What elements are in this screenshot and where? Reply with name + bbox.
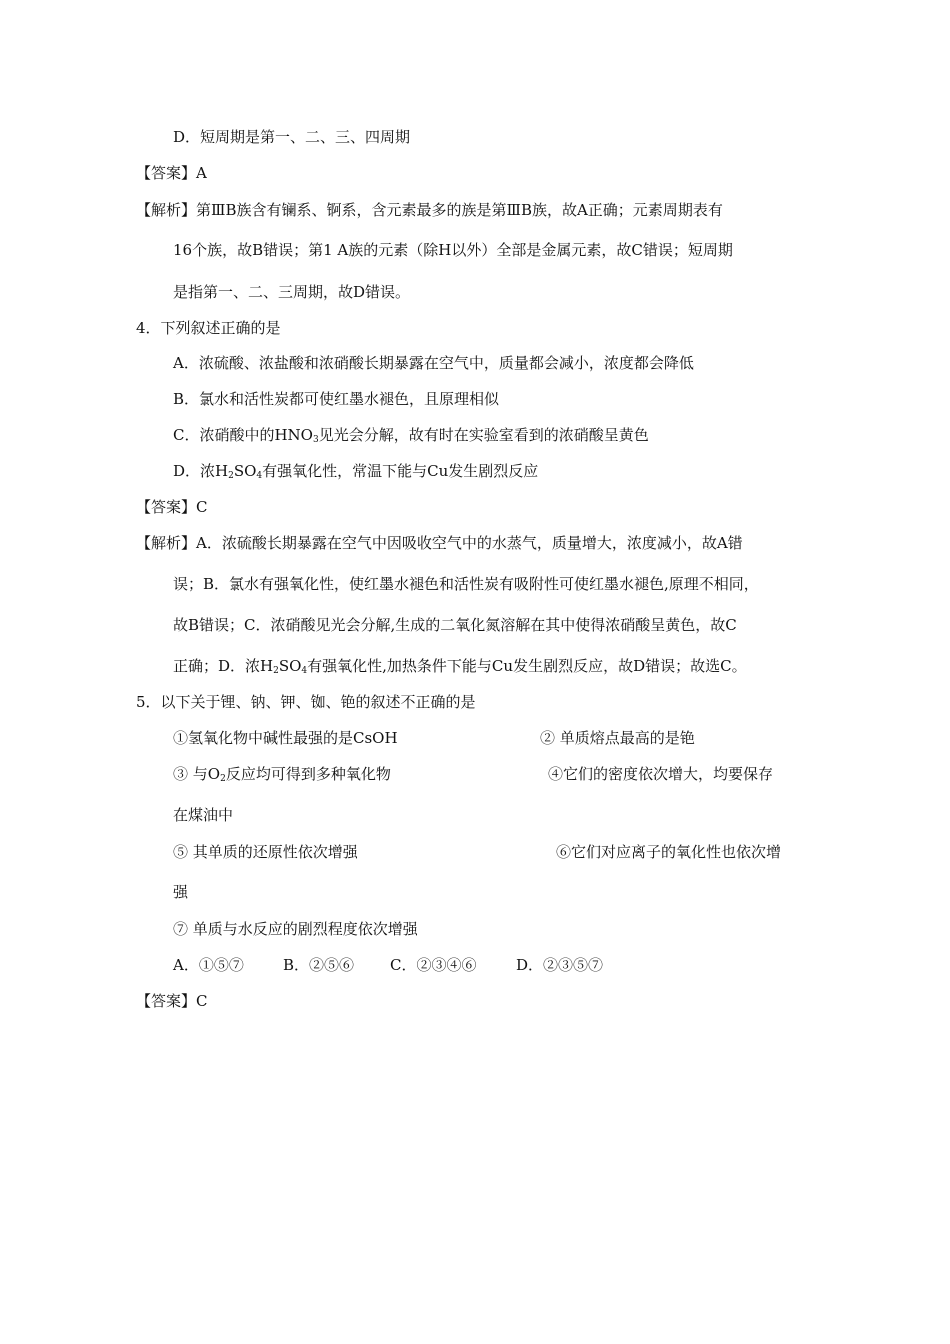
q4-analysis-line-2: 误；B．氯水有强氧化性，使红墨水褪色和活性炭有吸附性可使红墨水褪色,原理不相同， bbox=[173, 575, 759, 593]
q5-item-7: ⑦ 单质与水反应的剧烈程度依次增强 bbox=[173, 920, 418, 938]
q4-option-b: B．氯水和活性炭都可使红墨水褪色，且原理相似 bbox=[173, 390, 500, 408]
q5-choice-d: D．②③⑤⑦ bbox=[516, 956, 604, 974]
q4-answer: 【答案】C bbox=[136, 498, 208, 516]
q4-analysis-line-3: 故B错误；C．浓硝酸见光会分解,生成的二氧化氮溶解在其中使得浓硝酸呈黄色，故C bbox=[173, 616, 737, 634]
q5-item-2: ② 单质熔点最高的是铯 bbox=[540, 729, 695, 747]
q5-answer: 【答案】C bbox=[136, 992, 208, 1010]
q3-analysis-line-1: 【解析】第ⅢB族含有镧系、锕系，含元素最多的族是第ⅢB族，故A正确；元素周期表有 bbox=[136, 201, 723, 219]
q5-item-3: ③ 与$O_2$反应均可得到多种氧化物 bbox=[173, 765, 391, 784]
q4-option-a: A．浓硫酸、浓盐酸和浓硝酸长期暴露在空气中，质量都会减小，浓度都会降低 bbox=[173, 354, 694, 372]
q3-analysis-line-3: 是指第一、二、三周期，故D错误。 bbox=[173, 283, 411, 301]
q4-analysis-line-1: 【解析】A．浓硫酸长期暴露在空气中因吸收空气中的水蒸气，质量增大，浓度减小，故A错 bbox=[136, 534, 743, 552]
q3-answer: 【答案】A bbox=[136, 164, 207, 182]
q4-analysis-line-4: 正确；D．浓$H_2SO_4$有强氧化性,加热条件下能与Cu发生剧烈反应，故D错误；故选C。 bbox=[173, 657, 747, 676]
q5-item-4-cont: 在煤油中 bbox=[173, 806, 234, 824]
q5-item-5: ⑤ 其单质的还原性依次增强 bbox=[173, 843, 358, 861]
q4-option-d: D．浓$H_2SO_4$有强氧化性，常温下能与Cu发生剧烈反应 bbox=[173, 462, 539, 481]
q4-option-c: C．浓硝酸中的$HNO_3$见光会分解，故有时在实验室看到的浓硝酸呈黄色 bbox=[173, 426, 649, 445]
q4-stem: 4．下列叙述正确的是 bbox=[136, 319, 281, 337]
q5-item-1: ①氢氧化物中碱性最强的是CsOH bbox=[173, 729, 398, 747]
q5-item-4: ④它们的密度依次增大，均要保存 bbox=[548, 765, 774, 783]
q5-item-6-cont: 强 bbox=[173, 883, 189, 901]
q5-choice-b: B．②⑤⑥ bbox=[283, 956, 355, 974]
q3-analysis-line-2: 16个族，故B错误；第1 A族的元素（除H以外）全部是金属元素，故C错误；短周期 bbox=[173, 241, 733, 259]
q5-choice-a: A．①⑤⑦ bbox=[173, 956, 244, 974]
q3-option-d: D．短周期是第一、二、三、四周期 bbox=[173, 128, 411, 146]
q5-item-6: ⑥它们对应离子的氧化性也依次增 bbox=[556, 843, 782, 861]
q5-choice-c: C．②③④⑥ bbox=[390, 956, 477, 974]
q5-stem: 5．以下关于锂、钠、钾、铷、铯的叙述不正确的是 bbox=[136, 693, 476, 711]
